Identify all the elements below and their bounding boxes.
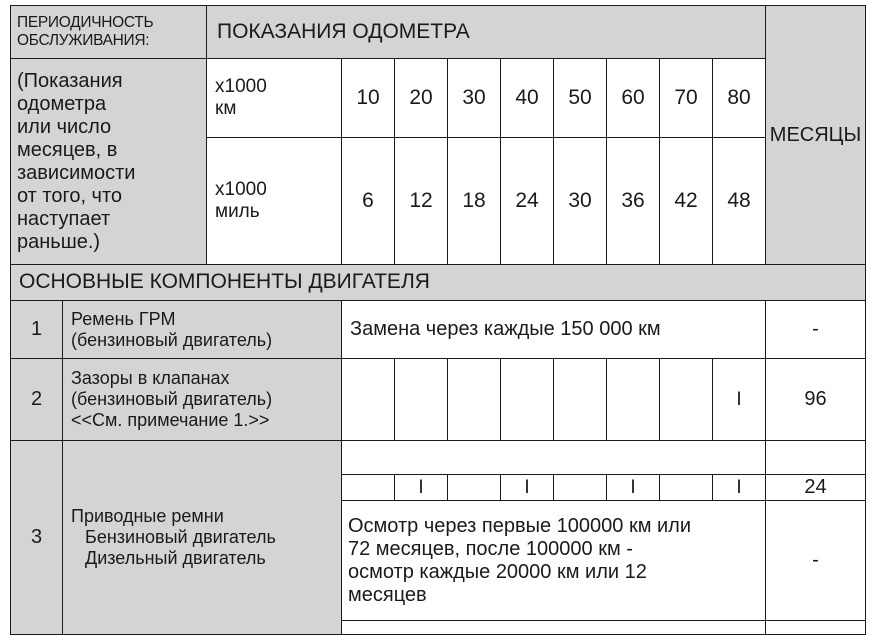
interval-mark	[342, 475, 395, 501]
mile-value: 42	[660, 138, 713, 265]
months-value: -	[766, 301, 866, 359]
interval-mark	[501, 359, 554, 441]
spacer-cell	[342, 441, 766, 475]
interval-mark: I	[713, 359, 766, 441]
mile-unit-label: x1000 миль	[207, 138, 342, 265]
spacer-cell	[766, 621, 866, 635]
maintenance-schedule-table	[10, 5, 866, 635]
interval-mark	[342, 359, 395, 441]
spacer-cell	[766, 441, 866, 475]
row-number: 1	[11, 301, 63, 359]
maintenance-instruction: Осмотр через первые 100000 км или 72 месяцев, после 100000 км - осмотр каждые 20000 км или 12 месяцев	[342, 501, 766, 621]
interval-mark	[448, 359, 501, 441]
periodicity-label: ПЕРИОДИЧНОСТЬ	[17, 14, 154, 32]
interval-mark	[607, 359, 660, 441]
km-value: 60	[607, 59, 660, 138]
component-name: Ремень ГРМ (бензиновый двигатель)	[63, 301, 342, 359]
odometer-title: ПОКАЗАНИЯ ОДОМЕТРА	[207, 6, 766, 59]
interval-mark	[554, 475, 607, 501]
months-value: -	[766, 501, 866, 621]
row-number: 3	[11, 441, 63, 635]
interval-mark	[448, 475, 501, 501]
km-value: 70	[660, 59, 713, 138]
section-title: ОСНОВНЫЕ КОМПОНЕНТЫ ДВИГАТЕЛЯ	[11, 265, 866, 301]
months-value: 96	[766, 359, 866, 441]
mile-value: 18	[448, 138, 501, 265]
months-value: 24	[766, 475, 866, 501]
interval-mark: I	[395, 475, 448, 501]
mile-value: 6	[342, 138, 395, 265]
km-value: 30	[448, 59, 501, 138]
periodicity-label: ОБСЛУЖИВАНИЯ:	[17, 32, 150, 49]
mile-value: 48	[713, 138, 766, 265]
mile-value: 30	[554, 138, 607, 265]
mile-value: 36	[607, 138, 660, 265]
spacer-cell	[342, 621, 766, 635]
km-value: 10	[342, 59, 395, 138]
interval-mark	[554, 359, 607, 441]
component-name: Приводные ремни Бензиновый двигатель Дизельный двигатель	[63, 441, 342, 635]
row-number: 2	[11, 359, 63, 441]
km-value: 50	[554, 59, 607, 138]
interval-mark: I	[713, 475, 766, 501]
interval-mark	[660, 359, 713, 441]
odometer-note: (Показания одометра или число месяцев, в зависимости от того, что наступает раньше.)	[11, 59, 207, 265]
mile-value: 12	[395, 138, 448, 265]
maintenance-instruction: Замена через каждые 150 000 км	[342, 301, 766, 359]
periodicity-label-cell	[11, 6, 207, 59]
km-value: 20	[395, 59, 448, 138]
mile-value: 24	[501, 138, 554, 265]
interval-mark: I	[501, 475, 554, 501]
months-header: МЕСЯЦЫ	[766, 6, 866, 265]
interval-mark: I	[607, 475, 660, 501]
component-name: Зазоры в клапанах (бензиновый двигатель) <<См. примечание 1.>>	[63, 359, 342, 441]
interval-mark	[660, 475, 713, 501]
km-unit-label: x1000 км	[207, 59, 342, 138]
km-value: 80	[713, 59, 766, 138]
interval-mark	[395, 359, 448, 441]
km-value: 40	[501, 59, 554, 138]
